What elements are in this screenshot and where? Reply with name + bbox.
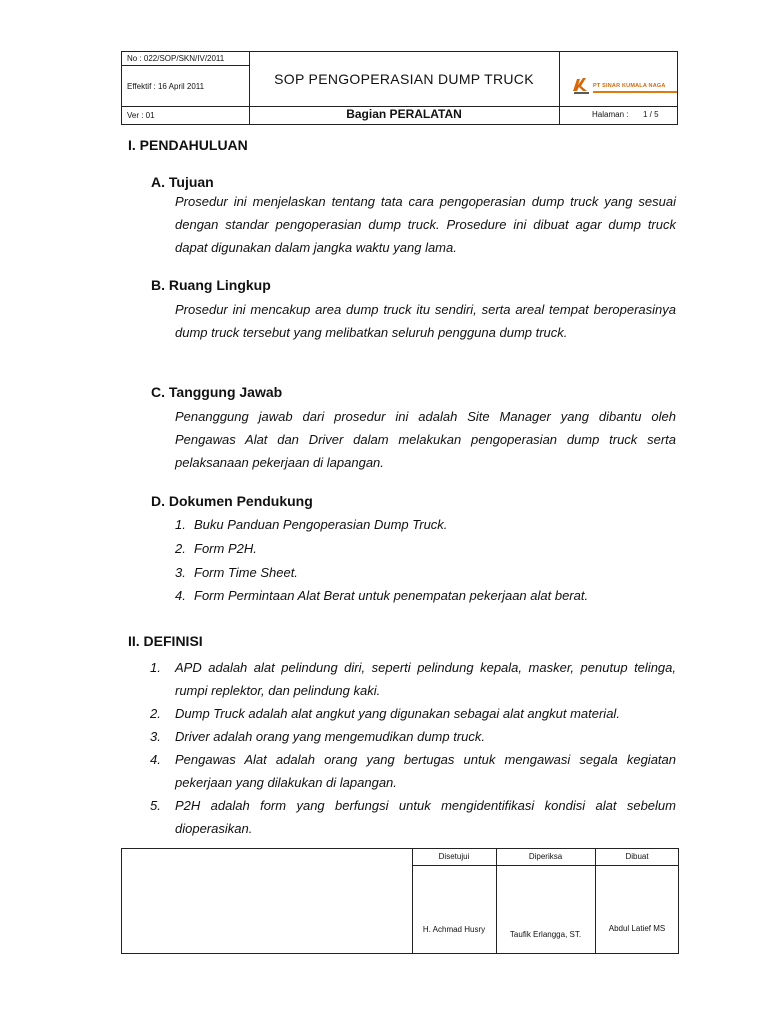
made-label: Dibuat — [625, 852, 649, 861]
effective-date: Effektif : 16 April 2011 — [127, 82, 205, 91]
header-divider — [122, 65, 249, 66]
definition-item: 3. Driver adalah orang yang mengemudikan dump truck. — [150, 729, 486, 744]
subheading-tanggung-jawab: C. Tanggung Jawab — [151, 384, 283, 400]
maker-name: Abdul Latief MS — [608, 924, 666, 933]
company-logo — [571, 72, 681, 100]
approval-table — [121, 848, 679, 954]
logo-underline — [593, 91, 677, 93]
definition-item: 2. Dump Truck adalah alat angkut yang digunakan sebagai alat angkut material. — [150, 706, 620, 721]
document-number: No : 022/SOP/SKN/IV/2011 — [127, 54, 225, 63]
page-number: 1 / 5 — [643, 110, 659, 119]
paragraph-tujuan: Prosedur ini menjelaskan tentang tata cara pengoperasian dump truck yang sesuai dengan standar pengoperasian dump truck. Prosedure ini dibuat agar dump truck dapat digunakan dalam jangka waktu yang lama. — [175, 194, 676, 255]
section-heading-definisi: II. DEFINISI — [128, 633, 203, 649]
page-label: Halaman : — [592, 110, 629, 119]
checker-name: Taufik Erlangga, ST. — [509, 930, 582, 939]
subheading-tujuan: A. Tujuan — [151, 174, 214, 190]
definition-item: 1. APD adalah alat pelindung diri, seperti pelindung kepala, masker, penutup telinga, rumpi replektor, dan pelindung kaki. — [150, 660, 676, 698]
section-heading-pendahuluan: I. PENDAHULUAN — [128, 137, 248, 153]
subheading-ruang-lingkup: B. Ruang Lingkup — [151, 277, 271, 293]
document-header — [121, 51, 678, 125]
definition-item: 5. P2H adalah form yang berfungsi untuk mengidentifikasi kondisi alat sebelum dioperasikan. — [150, 798, 676, 836]
header-divider — [559, 52, 560, 124]
paragraph-tanggung-jawab: Penanggung jawab dari prosedur ini adalah Site Manager yang dibantu oleh Pengawas Alat dan Driver dalam melakukan pengoperasian dump truck serta pelaksanaan pekerjaan di lapangan. — [175, 409, 676, 470]
document-title: SOP PENGOPERASIAN DUMP TRUCK — [274, 71, 534, 87]
paragraph-ruang-lingkup: Prosedur ini mencakup area dump truck itu sendiri, serta areal tempat beroperasinya dump truck tersebut yang melibatkan seluruh pengguna dump truck. — [175, 302, 676, 340]
approver-name: H. Achmad Husry — [422, 925, 486, 934]
version: Ver : 01 — [127, 111, 155, 120]
checked-label: Diperiksa — [528, 852, 563, 861]
table-divider — [412, 865, 678, 866]
approved-label: Disetujui — [438, 852, 470, 861]
department: Bagian PERALATAN — [346, 107, 462, 121]
company-logo-text: PT SINAR KUMALA NAGA — [593, 83, 666, 89]
definition-item: 4. Pengawas Alat adalah orang yang bertugas untuk mengawasi segala kegiatan pekerjaan yang dilakukan di lapangan. — [150, 752, 676, 790]
subheading-dokumen-pendukung: D. Dokumen Pendukung — [151, 493, 313, 509]
company-logo-icon — [571, 75, 591, 95]
